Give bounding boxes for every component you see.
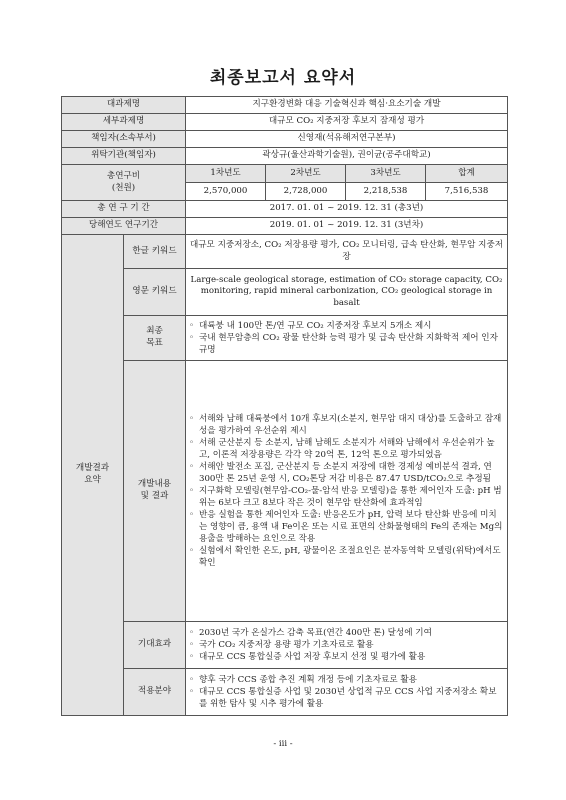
goal-label-line2: 목표 [146,338,163,348]
budget-header-year3: 3차년도 [346,165,426,183]
period-total-label: 총 연 구 기 간 [62,201,186,218]
row-applications [62,669,508,716]
row-development [62,361,508,622]
list-item: ◦ 서해 군산분지 등 소분지, 남해 남해도 소분지가 서해와 남해에서 우선순위가 높고, 이론적 저장용량은 각각 약 20억 톤, 12억 톤으로 평가되었음 [189,437,504,461]
effects-label: 기대효과 [124,622,186,669]
list-item: ◦ 서해안 발전소 포집, 군산분지 등 소분지 저장에 대한 경제성 예비분석 결과, 연 300만 톤 25년 운영 시, CO₂톤당 저감 비용은 87.47 USD/tCO₂으로 추정됨 [189,461,504,485]
goal-label-line1: 최종 [146,326,163,337]
results-label-line1: 개발결과 [75,463,110,474]
period-year-value: 2019. 01. 01 ~ 2019. 12. 31 (3년차) [186,218,508,235]
list-item: ◦ 실험에서 확인한 온도, pH, 광물이온 조절요인은 분자동역학 모델링(위탁)에서도 확인 [189,545,504,569]
period-year-label: 당해연도 연구기간 [62,218,186,235]
goal-label [124,316,186,361]
budget-value-year2: 2,728,000 [266,183,346,201]
row-goal [62,316,508,361]
goal-content [186,316,508,361]
development-label [124,361,186,622]
row-effects [62,622,508,669]
partner-label: 위탁기관(책임자) [62,148,186,165]
english-keywords-label: 영문 키워드 [124,269,186,316]
development-label-line2: 및 결과 [140,491,169,501]
row-pi [62,131,508,148]
budget-label-line1: 총연구비 [106,170,141,181]
effects-content [186,622,508,669]
development-content [186,361,508,622]
results-label-line2: 요약 [84,475,101,485]
effects-list [189,627,504,663]
partner-value: 곽상규(울산과학기술원), 권이균(공주대학교) [186,148,508,165]
period-total-value: 2017. 01. 01 ~ 2019. 12. 31 (총3년) [186,201,508,218]
budget-label [62,165,186,201]
budget-value-total: 7,516,538 [426,183,508,201]
row-english-keywords [62,269,508,316]
subproject-label: 세부과제명 [62,114,186,131]
list-item: ◦ 대륙붕 내 100만 톤/연 규모 CO₂ 지중저장 후보지 5개소 제시 [189,320,504,332]
row-subproject [62,114,508,131]
row-partner [62,148,508,165]
page-number: - iii - [273,739,293,749]
list-item: ◦ 반응 실험을 통한 제어인자 도출: 반응온도가 pH, 압력 보다 탄산화 반응에 미치는 영향이 큼, 용액 내 Fe이온 또는 시료 표면의 산화물형태의 Fe의 존재는 Mg의 용출을 방해하는 요인으로 작용 [189,509,504,545]
list-item: ◦ 국내 현무암층의 CO₂ 광물 탄산화 능력 평가 및 급속 탄산화 지화학적 제어 인자 규명 [189,332,504,356]
korean-keywords-label: 한글 키워드 [124,235,186,269]
row-period-total [62,201,508,218]
budget-header-year1: 1차년도 [186,165,266,183]
budget-header-year2: 2차년도 [266,165,346,183]
korean-keywords-value: 대규모 지중저장소, CO₂ 저장용량 평가, CO₂ 모니터링, 급속 탄산화, 현무암 지중저장 [186,235,508,269]
list-item: ◦ 향후 국가 CCS 종합 추진 계획 개정 등에 기초자료로 활용 [189,674,504,686]
summary-table [61,96,508,716]
development-list [189,413,504,569]
applications-label: 적용분야 [124,669,186,716]
english-keywords-value: Large-scale geological storage, estimation of CO₂ storage capacity, CO₂ monitoring, rapid mineral carbonization, CO₂ geological storage in basalt [186,269,508,316]
budget-header-total: 합계 [426,165,508,183]
list-item: ◦ 서해와 남해 대륙붕에서 10개 후보지(소분지, 현무암 대지 대상)를 도출하고 잠재성을 평가하여 우선순위 제시 [189,413,504,437]
budget-value-year1: 2,570,000 [186,183,266,201]
row-korean-keywords [62,235,508,269]
list-item: ◦ 국가 CO₂ 지중저장 용량 평가 기초자료로 활용 [189,639,504,651]
pi-label: 책임자(소속부서) [62,131,186,148]
list-item: ◦ 2030년 국가 온실가스 감축 목표(연간 400만 톤) 달성에 기여 [189,627,504,639]
applications-content [186,669,508,716]
program-label: 대과제명 [62,97,186,114]
row-period-year [62,218,508,235]
list-item: ◦ 대규모 CCS 통합실증 사업 및 2030년 상업적 규모 CCS 사업 지중저장소 확보를 위한 탐사 및 시추 평가에 활용 [189,686,504,710]
list-item: ◦ 대규모 CCS 통합실증 사업 저장 후보지 선정 및 평가에 활용 [189,651,504,663]
results-label [62,235,124,716]
report-title: 최종보고서 요약서 [209,68,357,88]
subproject-value: 대규모 CO₂ 지중저장 후보지 잠재성 평가 [186,114,508,131]
applications-list [189,674,504,710]
list-item: ◦ 지구화학 모델링(현무암-CO₂-물-암석 반응 모델링)을 통한 제어인자 도출: pH 범위는 6보다 크고 8보다 작은 것이 현무암 탄산화에 효과적임 [189,485,504,509]
budget-value-year3: 2,218,538 [346,183,426,201]
budget-header-row [62,165,508,183]
development-label-line1: 개발내용 [137,479,172,490]
goal-list [189,320,504,356]
row-program [62,97,508,114]
budget-label-line2: (천원) [111,182,136,193]
program-value: 지구환경변화 대응 기술혁신과 핵심·요소기술 개발 [186,97,508,114]
pi-value: 신영재(석유해저연구본부) [186,131,508,148]
